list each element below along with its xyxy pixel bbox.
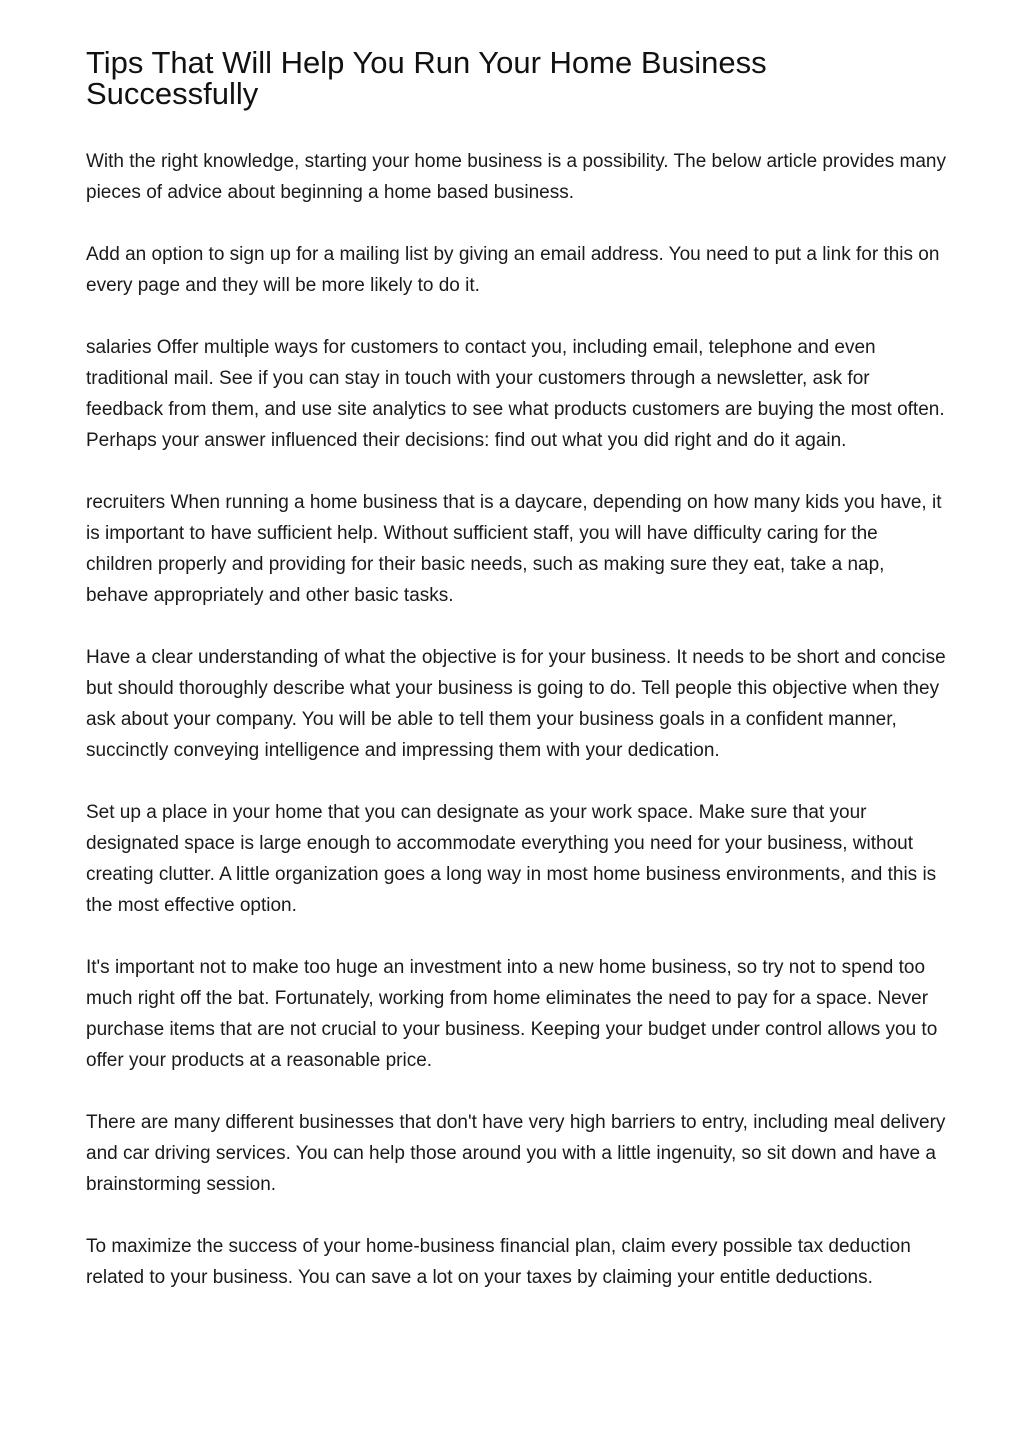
paragraph-4: recruiters When running a home business that is a daycare, depending on how many kids you have, it is important to have sufficient help. Without sufficient staff, you will have difficulty caring for the children properly and providing for their basic needs, such as making sure they eat, take a nap, behave appropriately and other basic tasks. <box>86 492 942 606</box>
document-title: Tips That Will Help You Run Your Home Business Successfully <box>86 45 767 111</box>
paragraph-9: To maximize the success of your home-business financial plan, claim every possible tax deduction related to your business. You can save a lot on your taxes by claiming your entitle deductions. <box>86 1236 911 1288</box>
paragraph-7: It's important not to make too huge an investment into a new home business, so try not to spend too much right off the bat. Fortunately, working from home eliminates the need to pay for a space. Never purchase items that are not crucial to your business. Keeping your budget under control allows you to offer your products at a reasonable price. <box>86 957 938 1071</box>
document-body <box>86 146 946 1324</box>
paragraph-8: There are many different businesses that don't have very high barriers to entry, including meal delivery and car driving services. You can help those around you with a little ingenuity, so sit down and have a brainstorming session. <box>86 1112 946 1195</box>
paragraph-6: Set up a place in your home that you can designate as your work space. Make sure that your designated space is large enough to accommodate everything you need for your business, without creating clutter. A little organization goes a long way in most home business environments, and this is the most effective option. <box>86 802 937 916</box>
paragraph-5: Have a clear understanding of what the objective is for your business. It needs to be short and concise but should thoroughly describe what your business is going to do. Tell people this objective when they ask about your company. You will be able to tell them your business goals in a confident manner, succinctly conveying intelligence and impressing them with your dedication. <box>86 647 946 761</box>
paragraph-2: Add an option to sign up for a mailing list by giving an email address. You need to put a link for this on every page and they will be more likely to do it. <box>86 244 940 296</box>
paragraph-1: With the right knowledge, starting your home business is a possibility. The below article provides many pieces of advice about beginning a home based business. <box>86 151 946 203</box>
paragraph-3: salaries Offer multiple ways for customers to contact you, including email, telephone and even traditional mail. See if you can stay in touch with your customers through a newsletter, ask for feedback from them, and use site analytics to see what products customers are buying the most often. Perhaps your answer influenced their decisions: find out what you did right and do it again. <box>86 337 945 451</box>
